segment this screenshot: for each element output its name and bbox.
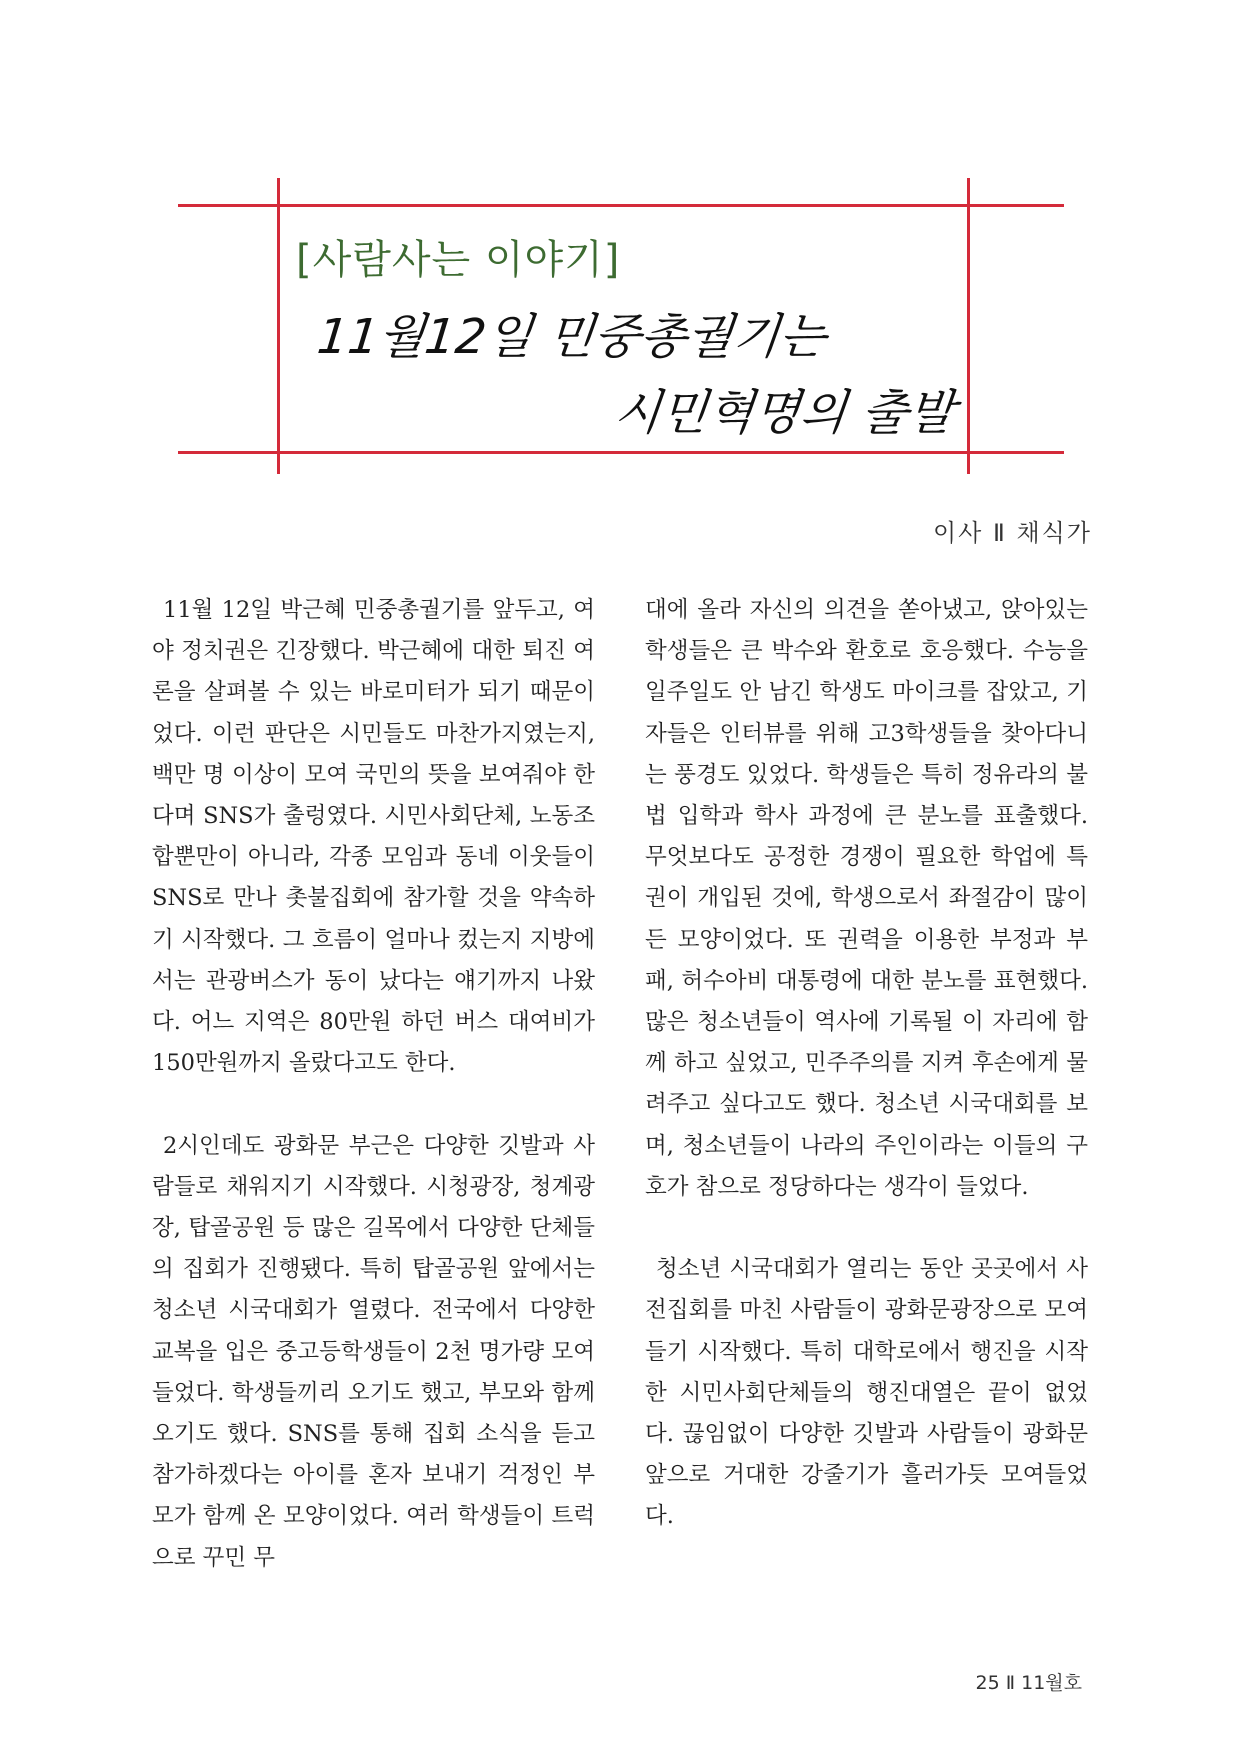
paragraph: 2시인데도 광화문 부근은 다양한 깃발과 사람들로 채워지기 시작했다. 시청광장, 청계광장, 탑골공원 등 많은 길목에서 다양한 단체들의 집회가 진행됐다. 특히 탑골공원 앞에서는 청소년 시국대회가 열렸다. 전국에서 다양한 교복을 입은 중고등학생들이 2천 명가량 모여들었다. 학생들끼리 오기도 했고, 부모와 함께 오기도 했다. SNS를 통해 집회 소식을 듣고 참가하겠다는 아이를 혼자 보내기 걱정인 부모가 함께 온 모양이었다. 여러 학생들이 트럭으로 꾸민 무 xyxy=(152,1132,595,1571)
title-frame-right-rule xyxy=(967,178,970,474)
title-frame-left-rule xyxy=(277,178,280,474)
paragraph: 청소년 시국대회가 열리는 동안 곳곳에서 사전집회를 마친 사람들이 광화문광장으로 모여들기 시작했다. 특히 대학로에서 행진을 시작한 시민사회단체들의 행진대열은 끝이 없었다. 끊임없이 다양한 깃발과 사람들이 광화문 앞으로 거대한 강줄기가 흘러가듯 모여들었다. xyxy=(645,1256,1088,1530)
title-frame-bottom-rule xyxy=(178,451,1064,454)
page-footer: 25 Ⅱ 11월호 xyxy=(975,1672,1082,1694)
author-byline: 이사 Ⅱ 채식가 xyxy=(933,519,1092,547)
body-column-right xyxy=(645,590,1088,1579)
body-column-left xyxy=(152,590,595,1620)
article-title-line-2: 시민혁명의 출발 xyxy=(611,385,958,441)
paragraph: 11월 12일 박근혜 민중총궐기를 앞두고, 여야 정치권은 긴장했다. 박근혜에 대한 퇴진 여론을 살펴볼 수 있는 바로미터가 되기 때문이었다. 이런 판단은 시민들도 마찬가지였는지, 백만 명 이상이 모여 국민의 뜻을 보여줘야 한다며 SNS가 출렁였다. 시민사회단체, 노동조합뿐만이 아니라, 각종 모임과 동네 이웃들이 SNS로 만나 촛불집회에 참가할 것을 약속하기 시작했다. 그 흐름이 얼마나 컸는지 지방에서는 관광버스가 동이 났다는 얘기까지 나왔다. 어느 지역은 80만원 하던 버스 대여비가 150만원까지 올랐다고도 한다. xyxy=(152,597,595,1077)
title-frame-top-rule xyxy=(178,204,1064,207)
series-label: [사람사는 이야기] xyxy=(296,237,621,283)
article-title-line-1: 11월12일 민중총궐기는 xyxy=(314,309,829,365)
paragraph: 대에 올라 자신의 의견을 쏟아냈고, 앉아있는 학생들은 큰 박수와 환호로 호응했다. 수능을 일주일도 안 남긴 학생도 마이크를 잡았고, 기자들은 인터뷰를 위해 고3학생들을 찾아다니는 풍경도 있었다. 학생들은 특히 정유라의 불법 입학과 학사 과정에 큰 분노를 표출했다. 무엇보다도 공정한 경쟁이 필요한 학업에 특권이 개입된 것에, 학생으로서 좌절감이 많이 든 모양이었다. 또 권력을 이용한 부정과 부패, 허수아비 대통령에 대한 분노를 표현했다. 많은 청소년들이 역사에 기록될 이 자리에 함께 하고 싶었고, 민주주의를 지켜 후손에게 물려주고 싶다고도 했다. 청소년 시국대회를 보며, 청소년들이 나라의 주인이라는 이들의 구호가 참으로 정당하다는 생각이 들었다. xyxy=(645,597,1088,1200)
